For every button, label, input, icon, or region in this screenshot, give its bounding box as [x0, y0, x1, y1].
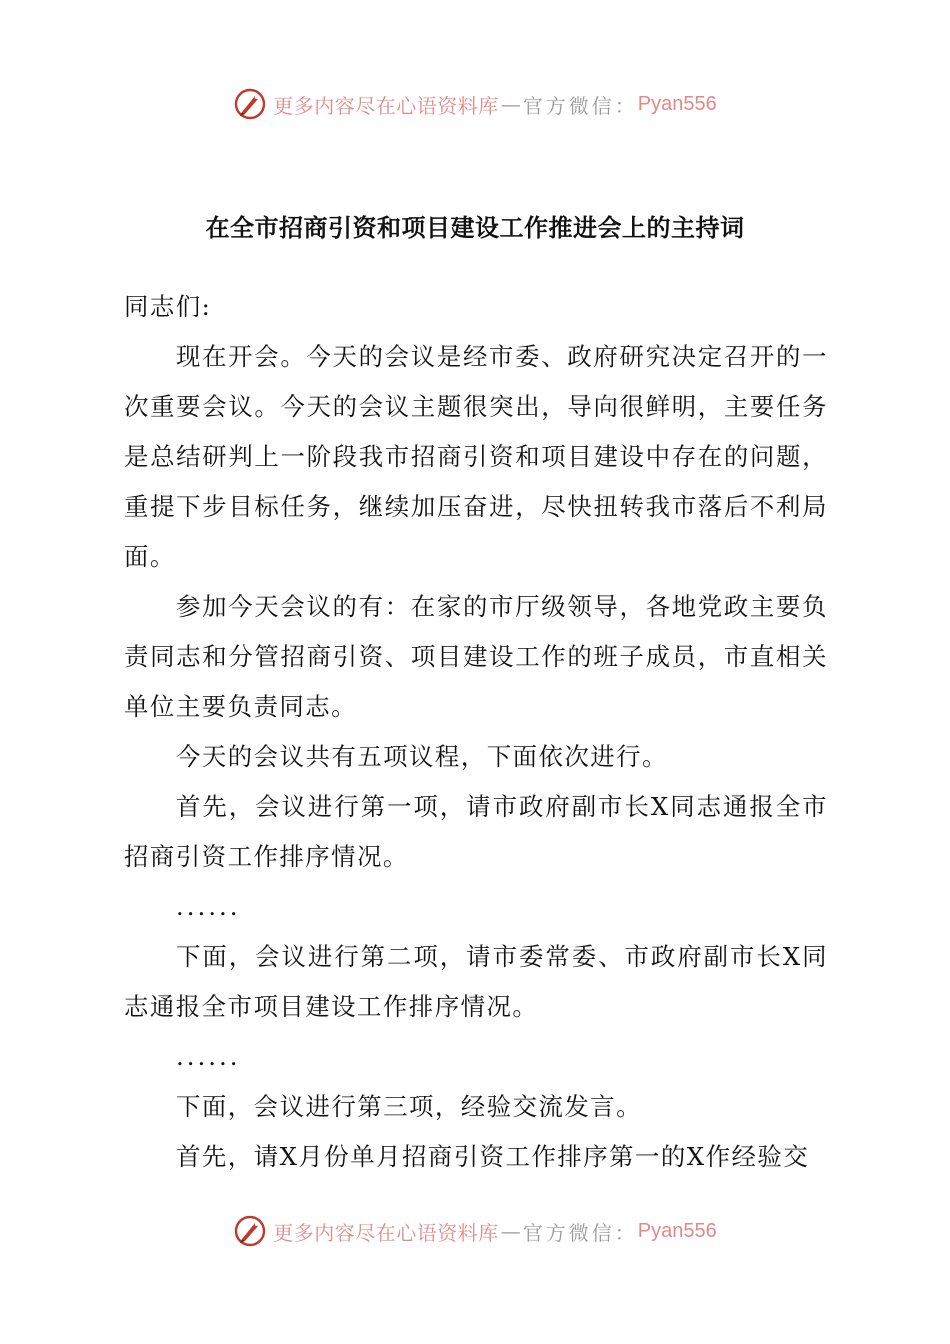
ellipsis-one: ...... — [176, 892, 241, 921]
watermark-site-text: 更多内容尽在心语资料库 — [273, 93, 499, 118]
paragraph-item-three: 下面，会议进行第三项，经验交流发言。 — [176, 1092, 643, 1121]
watermark-wechat-id: Pyan556 — [637, 1219, 717, 1242]
header-watermark — [0, 84, 950, 124]
pen-circle-logo-icon — [233, 87, 267, 121]
paragraph-opening: 现在开会。今天的会议是经市委、政府研究决定召开的一次重要会议。今天的会议主题很突出，导向很鲜明，主要任务是总结研判上一阶段我市招商引资和项目建设中存在的问题，重提下步目标任务，继续加压奋进，尽快扭转我市落后不利局面。 — [124, 342, 828, 571]
document-body — [124, 282, 828, 1182]
watermark-separator: — — [500, 92, 521, 116]
salutation: 同志们: — [124, 292, 212, 321]
ellipsis-two: ...... — [176, 1042, 241, 1071]
paragraph-item-two: 下面，会议进行第二项，请市委常委、市政府副市长X同志通报全市项目建设工作排序情况。 — [124, 942, 828, 1021]
watermark-wechat-label: 官方微信： — [522, 93, 638, 118]
paragraph-exchange-first: 首先，请X月份单月招商引资工作排序第一的X作经验交 — [176, 1142, 810, 1171]
paragraph-agenda: 今天的会议共有五项议程，下面依次进行。 — [176, 742, 668, 771]
paragraph-item-one: 首先，会议进行第一项，请市政府副市长X同志通报全市招商引资工作排序情况。 — [124, 792, 828, 871]
watermark-separator: — — [500, 1219, 521, 1243]
document-title: 在全市招商引资和项目建设工作推进会上的主持词 — [205, 214, 745, 242]
watermark-wechat-id: Pyan556 — [637, 92, 717, 115]
footer-watermark — [0, 1211, 950, 1251]
watermark-wechat-label: 官方微信： — [522, 1220, 638, 1245]
watermark-site-text: 更多内容尽在心语资料库 — [273, 1220, 499, 1245]
paragraph-attendees: 参加今天会议的有：在家的市厅级领导，各地党政主要负责同志和分管招商引资、项目建设工作的班子成员，市直相关单位主要负责同志。 — [124, 592, 828, 721]
pen-circle-logo-icon — [233, 1214, 267, 1248]
